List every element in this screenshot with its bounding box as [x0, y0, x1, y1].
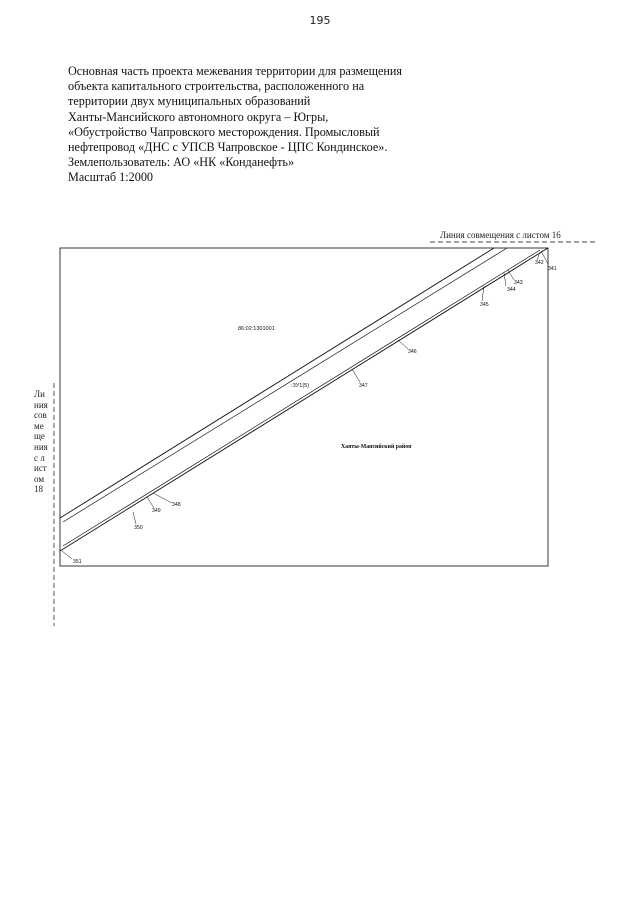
title-line: Землепользователь: АО «НК «Конданефть» — [68, 155, 295, 170]
left-match-line-label: Линия совмещения с листом 18 — [34, 389, 48, 495]
point-label: 351 — [73, 559, 82, 565]
point-label: 346 — [408, 349, 417, 355]
point-label: 345 — [480, 302, 489, 308]
title-line: территории двух муниципальных образований — [68, 94, 311, 109]
map-frame — [60, 248, 548, 566]
scale-label: Масштаб 1:2000 — [68, 170, 154, 185]
point-label: 342 — [535, 260, 544, 266]
strip-upper-boundary — [60, 248, 494, 518]
district-label: Ханты-Мансийский район — [341, 444, 412, 450]
point-label: 344 — [507, 287, 516, 293]
point-label: 347 — [359, 383, 368, 389]
cadastral-block-label: 86:02:1301001 — [238, 326, 275, 332]
parcel-label: :ЗУ1(5) — [291, 383, 310, 389]
title-line: Ханты-Мансийского автономного округа – Югры, — [68, 109, 329, 124]
title-line: объекта капитального строительства, расположенного на — [68, 79, 365, 94]
strip-lower-boundary — [60, 248, 548, 551]
point-label: 350 — [134, 525, 143, 531]
strip-inner-line — [63, 248, 507, 522]
point-label: 343 — [514, 280, 523, 286]
title-line: «Обустройство Чапровского месторождения. Промысловый — [68, 124, 380, 139]
point-label: 348 — [172, 502, 181, 508]
point-label: 349 — [152, 508, 161, 514]
strip-inner-line — [63, 250, 540, 546]
top-match-line-label: Линия совмещения с листом 16 — [440, 230, 561, 240]
title-line: нефтепровод «ДНС с УПСВ Чапровское - ЦПС Кондинское». — [68, 140, 388, 155]
page-number: 195 — [309, 14, 331, 27]
point-label: 341 — [548, 266, 557, 272]
title-line: Основная часть проекта межевания территории для размещения — [68, 64, 403, 78]
